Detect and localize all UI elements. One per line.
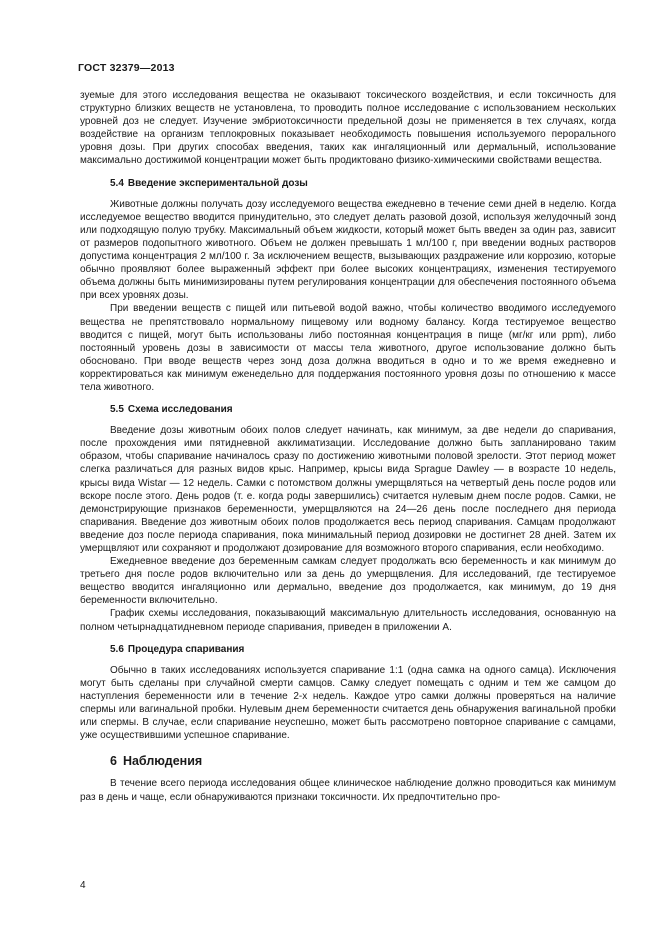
paragraph: В течение всего периода исследования общее клиническое наблюдение должно проводиться как минимум раз в день и чаще, если обнаруживаются признаки токсичности. Их предпочтительно про- — [80, 778, 616, 803]
paragraph: Введение дозы животным обоих полов следует начинать, как минимум, за две недели до спаривания, после прохождения ими пятидневной акклиматизации. Исследование должно быть запланировано таким образом, чтобы спаривание начиналось сразу по достижению животными половой зрелости. Этот период может слегка различаться для разных видов крыс. Например, крысы вида Sprague Dawley — в возрасте 10 недель, крысы вида Wistar — 12 недель. Самки с потомством должны умерщвляться на четвертый день после родов или вскоре после этого. День родов (т. е. когда роды завершились) считается нулевым днем после родов. Самки, не демонстрирующие признаков беременности, умерщвляются на 24—26 день после последнего дня периода спаривания. Введение доз животным обоих полов продолжается весь период спаривания. Самцам продолжают введение доз после периода спаривания, пока минимальный период дозировки не достигнет 28 дней. Затем их умерщвляют или сохраняют и продолжают дозирование для возможного второго спаривания, если необходимо. — [80, 425, 616, 554]
paragraph: Ежедневное введение доз беременным самкам следует продолжать всю беременность и как минимум до третьего дня после родов включительно или за день до умерщвления. Для исследований, где тестируемое вещество вводится ингаляционно или дермально, введение доз продолжается, как минимум, до 19 дня беременности включительно. — [80, 556, 616, 607]
paragraph: Животные должны получать дозу исследуемого вещества ежедневно в течение семи дней в неделю. Когда исследуемое вещество вводится принудительно, это следует делать разовой дозой, используя желудочный зонд или подходящую полую трубку. Максимальный объем жидкости, который может быть введен за один раз, зависит от размеров подопытного животного. Объем не должен превышать 1 мл/100 г, при введении водных растворов допустима концентрация 2 мл/100 г. За исключением веществ, вызывающих раздражение или коррозию, которые обычно проявляют более выраженный эффект при более высоких концентрациях, изменения тестируемого объема должны быть минимизированы путем регулирования концентрации для обеспечения постоянного объема при всех уровнях дозы. — [80, 198, 616, 302]
paragraph: зуемые для этого исследования вещества не оказывают токсического воздействия, и если токсичность для структурно близких веществ не установлена, то проводить полное исследование с использованием нескольких уровней доз не следует. Изучение эмбриотоксичности предельной дозы не применяется в тех случаях, когда воздействие на организм теплокровных показывает необходимость повышения используемого перорального уровня дозы. При других способах введения, таких как ингаляционный или дермальный, использование максимально достижимой концентрации может быть продиктовано физико-химическими свойствами вещества. — [80, 90, 616, 167]
section-heading — [80, 177, 616, 190]
paragraph: При введении веществ с пищей или питьевой водой важно, чтобы количество вводимого исследуемого вещества не препятствовало нормальному пищевому или водному балансу. Когда тестируемое вещество вводится с пищей, могут быть использованы либо постоянная концентрация в пище (мг/кг или ppm), либо постоянный уровень дозы в зависимости от массы тела животного, другое использование должно быть обосновано. При вводе веществ через зонд доза должна вводиться в одно и то же время ежедневно и корректироваться как минимум еженедельно для поддержания постоянного уровня дозы по отношению к массе тела животного. — [80, 303, 616, 393]
heading-title: Введение экспериментальной дозы — [127, 177, 308, 189]
heading-number: 5.5 — [110, 404, 124, 416]
heading-number: 6 — [110, 754, 117, 769]
heading-number: 5.6 — [110, 643, 124, 655]
heading-title: Процедура спаривания — [127, 643, 245, 655]
heading-title: Схема исследования — [127, 404, 233, 416]
section-heading — [80, 403, 616, 416]
heading-number: 5.4 — [110, 177, 124, 189]
section-heading — [80, 643, 616, 656]
paragraph: Обычно в таких исследованиях используется спаривание 1:1 (одна самка на одного самца). Исключения могут быть сделаны при случайной смерти самцов. Самку следует помещать с одним и тем же самцом до наступления беременности или в течение 2-х недель. Каждое утро самки должны проверяться на наличие спермы или вагинальной пробки. Нулевым днем беременности считается день обнаружения вагинальной пробки или спермы. В случае, если спаривание неуспешно, может быть рассмотрено повторное спаривание с самцами, уже осуществившими успешное спаривание. — [80, 664, 616, 742]
page-number: 4 — [80, 880, 86, 891]
document-body — [80, 89, 616, 804]
chapter-heading — [80, 755, 616, 768]
heading-title: Наблюдения — [122, 754, 203, 769]
document-header: ГОСТ 32379—2013 — [78, 62, 175, 74]
paragraph: График схемы исследования, показывающий максимальную длительность исследования, основанную на полном четырнадцатидневном периоде спаривания, приведен в приложении А. — [80, 608, 616, 633]
